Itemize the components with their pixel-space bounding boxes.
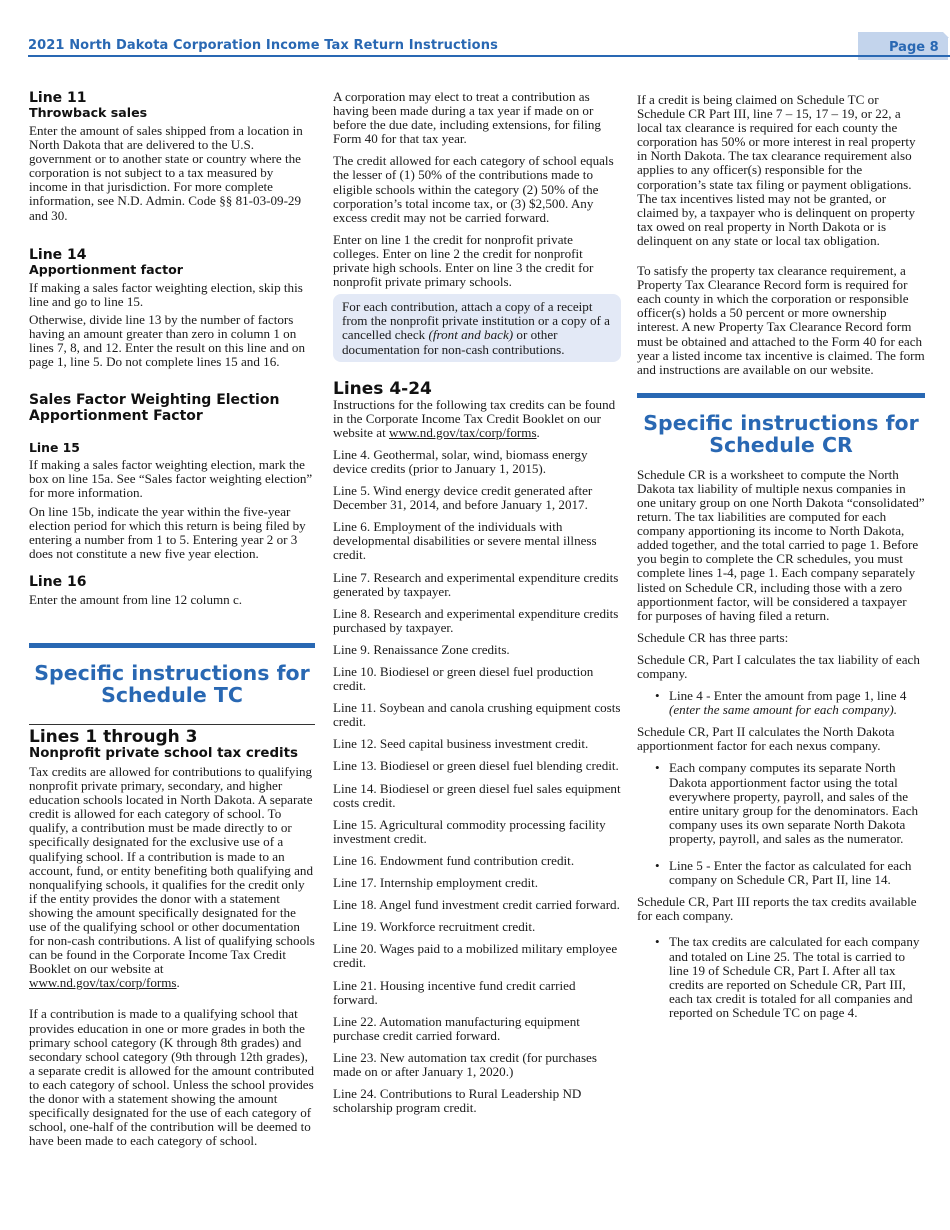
lines4-24-text: Instructions for the following tax credits can be found in the Corporate Income Tax Credit Booklet on our website at www.nd.gov/tax/corp/forms. bbox=[333, 396, 616, 440]
credit-line-item: Line 12. Seed capital business investment credit. bbox=[333, 736, 589, 752]
line15-heading: Line 15 bbox=[29, 440, 80, 456]
credit-line-item: Line 13. Biodiesel or green diesel fuel blending credit. bbox=[333, 758, 619, 774]
callout-text-a: For each contribution, attach a copy of a receipt from the nonprofit private institution or a copy of a cancelled check bbox=[342, 299, 610, 343]
line14-text-1: If making a sales factor weighting election, skip this line and go to line 15. bbox=[29, 279, 303, 309]
thin-rule bbox=[29, 724, 315, 725]
part2-bullets bbox=[637, 761, 925, 887]
credit-line-item: Line 21. Housing incentive fund credit carried forward. bbox=[333, 977, 576, 1007]
line14-heading: Line 14 bbox=[29, 246, 87, 263]
schedule-cr-part3: Schedule CR, Part III reports the tax credits available for each company. bbox=[637, 894, 917, 924]
line11-subheading: Throwback sales bbox=[29, 105, 148, 120]
credit-line-item: Line 4. Geothermal, solar, wind, biomass energy device credits (prior to January 1, 2015). bbox=[333, 446, 588, 476]
credit-line-item: Line 7. Research and experimental expenditure credits generated by taxpayer. bbox=[333, 569, 619, 599]
credit-line-item: Line 6. Employment of the individuals with developmental disabilities or severe mental illness credit. bbox=[333, 519, 597, 563]
credit-line-item: Line 16. Endowment fund contribution credit. bbox=[333, 852, 575, 868]
line16-heading: Line 16 bbox=[29, 573, 87, 590]
credit-line-item: Line 10. Biodiesel or green diesel fuel production credit. bbox=[333, 664, 594, 694]
credit-line-item: Line 14. Biodiesel or green diesel fuel sales equipment costs credit. bbox=[333, 780, 621, 810]
credit-line-item: Line 9. Renaissance Zone credits. bbox=[333, 641, 510, 657]
enter-lines-text: Enter on line 1 the credit for nonprofit private colleges. Enter on line 2 the credit for nonprofit private high schools. Enter on line 3 the credit for nonprofit private primary schools. bbox=[333, 231, 594, 290]
page-header bbox=[28, 38, 939, 58]
credit-line-item: Line 5. Wind energy device credit generated after December 31, 2014, and before January 1, 2017. bbox=[333, 483, 593, 513]
credit-line-item: Line 8. Research and experimental expenditure credits purchased by taxpayer. bbox=[333, 605, 619, 635]
bullet-line4-text: Line 4 - Enter the amount from page 1, line 4 bbox=[669, 688, 907, 704]
schedule-tc-title: Specific instructions for Schedule TC bbox=[34, 660, 310, 707]
line11-text: Enter the amount of sales shipped from a location in North Dakota that are delivered to the U.S. government or to another state or country where the corporation is not subject to a tax measured by income in that jurisdiction. For more complete information, see N.D. Admin. Code §§ 81-03-09-29 and 30. bbox=[29, 123, 303, 223]
page-tab-rule bbox=[858, 55, 950, 57]
forms-link[interactable]: www.nd.gov/tax/corp/forms bbox=[29, 975, 177, 991]
lines1-3-subheading: Nonprofit private school tax credits bbox=[29, 745, 299, 761]
election-text: A corporation may elect to treat a contribution as having been made during a tax year if made on or before the due date, including extensions, for filing Form 40 for that tax year. bbox=[333, 89, 601, 147]
credit-allowed-text: The credit allowed for each category of school equals the lesser of (1) 50% of the contributions made to eligible schools within the category (2) 50% of the corporation’s total income tax, or (3) $2,500. Any excess credit may not be carried forward. bbox=[333, 153, 614, 225]
bullet-item: • Line 5 - Enter the factor as calculated for each company on Schedule CR, Part II, line 14. bbox=[637, 859, 925, 887]
credit-line-item: Line 19. Workforce recruitment credit. bbox=[333, 919, 536, 935]
header-rule bbox=[28, 55, 860, 57]
line15-text-2: On line 15b, indicate the year within the five-year election period for which this return is being filed by entering a number from 1 to 5. Entering year 2 or 3 does not constitute a new five year election. bbox=[29, 503, 306, 561]
lines1-3-text-2: If a contribution is made to a qualifying school that provides education in one or more grades in both the primary school category (K through 8th grades) and secondary school category (9th through 12th grades), a separate credit is allowed for the amount contributed to each category of school. Unless the school provides the donor with a statement showing the amount specifically designated for the use of each category of school, one-half of the contribution will be deemed to have been made to each category of school. bbox=[29, 1006, 315, 1149]
line11-heading: Line 11 bbox=[29, 90, 87, 106]
lines1-3-heading: Lines 1 through 3 bbox=[29, 726, 198, 747]
bullet-item: • The tax credits are calculated for each company and totaled on Line 25. The total is carried to line 19 of Schedule CR, Part I. After all tax credits are reported on Schedule CR, Part III, each tax credit is totaled for all companies and reported on Schedule TC on page 4. bbox=[637, 935, 925, 1020]
column-right bbox=[637, 93, 925, 1028]
credit-line-item: Line 23. New automation tax credit (for purchases made on or after January 1, 2020.) bbox=[333, 1049, 597, 1079]
forms-link-2[interactable]: www.nd.gov/tax/corp/forms bbox=[389, 424, 537, 440]
line15-text-1: If making a sales factor weighting election, mark the box on line 15a. See “Sales factor weighting election” for more information. bbox=[29, 457, 313, 501]
callout-text-emphasis: (front and back) bbox=[428, 327, 514, 343]
bullet-line4-emphasis: (enter the same amount for each company). bbox=[669, 702, 897, 718]
lines1-3-text-1: Tax credits are allowed for contributions to qualifying nonprofit private primary, secondary, and higher education schools located in North Dakota. A separate credit is allowed for each category of school. To qualify, a contribution must be made directly to or specifically designated for the exclusive use of a qualifying school. If a contribution is made to an account, fund, or entity benefiting both qualifying and nonqualifying schools, it qualifies for the credit only if the entity provides the donor with a statement showing the amount specifically designated for the use of the qualifying school or other documentation for non-cash contributions. A list of qualifying schools can be found in the Corporate Income Tax Credit Booklet on our website at www.nd.gov/tax/corp/forms. bbox=[29, 763, 315, 991]
line14-subheading: Apportionment factor bbox=[29, 261, 183, 277]
line16-text: Enter the amount from line 12 column c. bbox=[29, 591, 243, 607]
schedule-cr-part2: Schedule CR, Part II calculates the North Dakota apportionment factor for each nexus company. bbox=[637, 724, 895, 754]
callout-text-b: or other documentation for non-cash contributions. bbox=[342, 327, 565, 357]
schedule-cr-title: Specific instructions for Schedule CR bbox=[643, 410, 919, 457]
section-rule-tc bbox=[29, 643, 315, 648]
credit-line-item: Line 17. Internship employment credit. bbox=[333, 875, 539, 891]
credit-line-item: Line 22. Automation manufacturing equipment purchase credit carried forward. bbox=[333, 1013, 580, 1043]
schedule-cr-intro: Schedule CR is a worksheet to compute the North Dakota tax liability of multiple nexus companies in one unitary group on one North Dakota “consolidated” return. The tax liabilities are computed for each company apportioning its income to North Dakota, added together, and the total carried to page 1. Before you begin to complete the CR schedules, you must complete lines 1-4, page 1. Each company separately listed on Schedule CR, including those with a zero apportionment factor, will be considered a taxpayer for purposes of having filed a return. bbox=[637, 466, 925, 623]
column-middle bbox=[333, 90, 621, 1123]
credit-line-item: Line 20. Wages paid to a mobilized military employee credit. bbox=[333, 941, 618, 971]
page-number-tab: Page 8 bbox=[858, 32, 948, 60]
credit-line-item: Line 18. Angel fund investment credit carried forward. bbox=[333, 897, 620, 913]
clearance-record-text: To satisfy the property tax clearance requirement, a Property Tax Clearance Record form is required for each county in which the corporation or responsible officer(s) holds a 50 percent or more ownership interest. A new Property Tax Clearance Record form must be obtained and attached to the Form 40 for each year a listed income tax incentive is claimed. The form and instructions are available on our website. bbox=[637, 263, 925, 377]
schedule-cr-part1: Schedule CR, Part I calculates the tax liability of each company. bbox=[637, 651, 920, 681]
line14-text-2: Otherwise, divide line 13 by the number of factors having an amount greater than zero in column 1 on lines 7, 8, and 12. Enter the result on this line and on page 1, line 5. Do not complete lines 15 and 16. bbox=[29, 311, 306, 370]
attachment-note-callout bbox=[333, 294, 621, 361]
section-rule-cr bbox=[637, 393, 925, 398]
lines4-24-heading: Lines 4-24 bbox=[333, 378, 432, 399]
credit-line-item: Line 24. Contributions to Rural Leadership ND scholarship program credit. bbox=[333, 1086, 582, 1116]
sales-factor-election-heading: Sales Factor Weighting Election Apportionment Factor bbox=[29, 392, 280, 425]
lines1-3-text-1-body: Tax credits are allowed for contributions to qualifying nonprofit private primary, secondary, and higher education schools located in North Dakota. A separate credit is allowed for each category of school. To qualify, a contribution must be made directly to or specifically designated for the exclusive use of a qualifying school. If a contribution is made to an account, fund, or entity benefiting both qualifying and nonqualifying schools, it qualifies for the credit only if the entity provides the donor with a statement showing the amount specifically designated for the use of the qualifying school or other documentation for non-cash contributions. A list of qualifying schools can be found in the Corporate Income Tax Credit Booklet on our website at bbox=[29, 763, 315, 977]
bullet-item: • Each company computes its separate North Dakota apportionment factor using the total everywhere property, payroll, and sales of the entire unitary group for the denominators. Each company uses its own separate North Dakota property, payroll, and sales as the numerator. bbox=[637, 761, 925, 846]
column-left bbox=[29, 90, 315, 1156]
part1-bullets bbox=[637, 689, 925, 717]
lines4-24-text-body: Instructions for the following tax credits can be found in the Corporate Income Tax Credit Booklet on our website at bbox=[333, 396, 616, 440]
credit-line-item: Line 11. Soybean and canola crushing equipment costs credit. bbox=[333, 700, 621, 730]
bullet-item bbox=[637, 689, 925, 717]
document-title: 2021 North Dakota Corporation Income Tax Return Instructions bbox=[28, 38, 498, 53]
part3-bullets bbox=[637, 935, 925, 1020]
credit-lines-list bbox=[333, 448, 621, 1115]
tax-clearance-text: If a credit is being claimed on Schedule TC or Schedule CR Part III, line 7 – 15, 17 – 19, or 22, a local tax clearance is required for each county the corporation has 50% or more interest in real property in North Dakota. The tax clearance requirement also applies to any officer(s) responsible for the corporation’s state tax filing or payment obligations. The tax incentives listed may not be granted, or claimed by, a taxpayer who is delinquent on property tax owed on real property in North Dakota or is delinquent on any state or local tax obligation. bbox=[637, 92, 916, 248]
credit-line-item: Line 15. Agricultural commodity processing facility investment credit. bbox=[333, 816, 606, 846]
schedule-cr-parts: Schedule CR has three parts: bbox=[637, 629, 789, 645]
